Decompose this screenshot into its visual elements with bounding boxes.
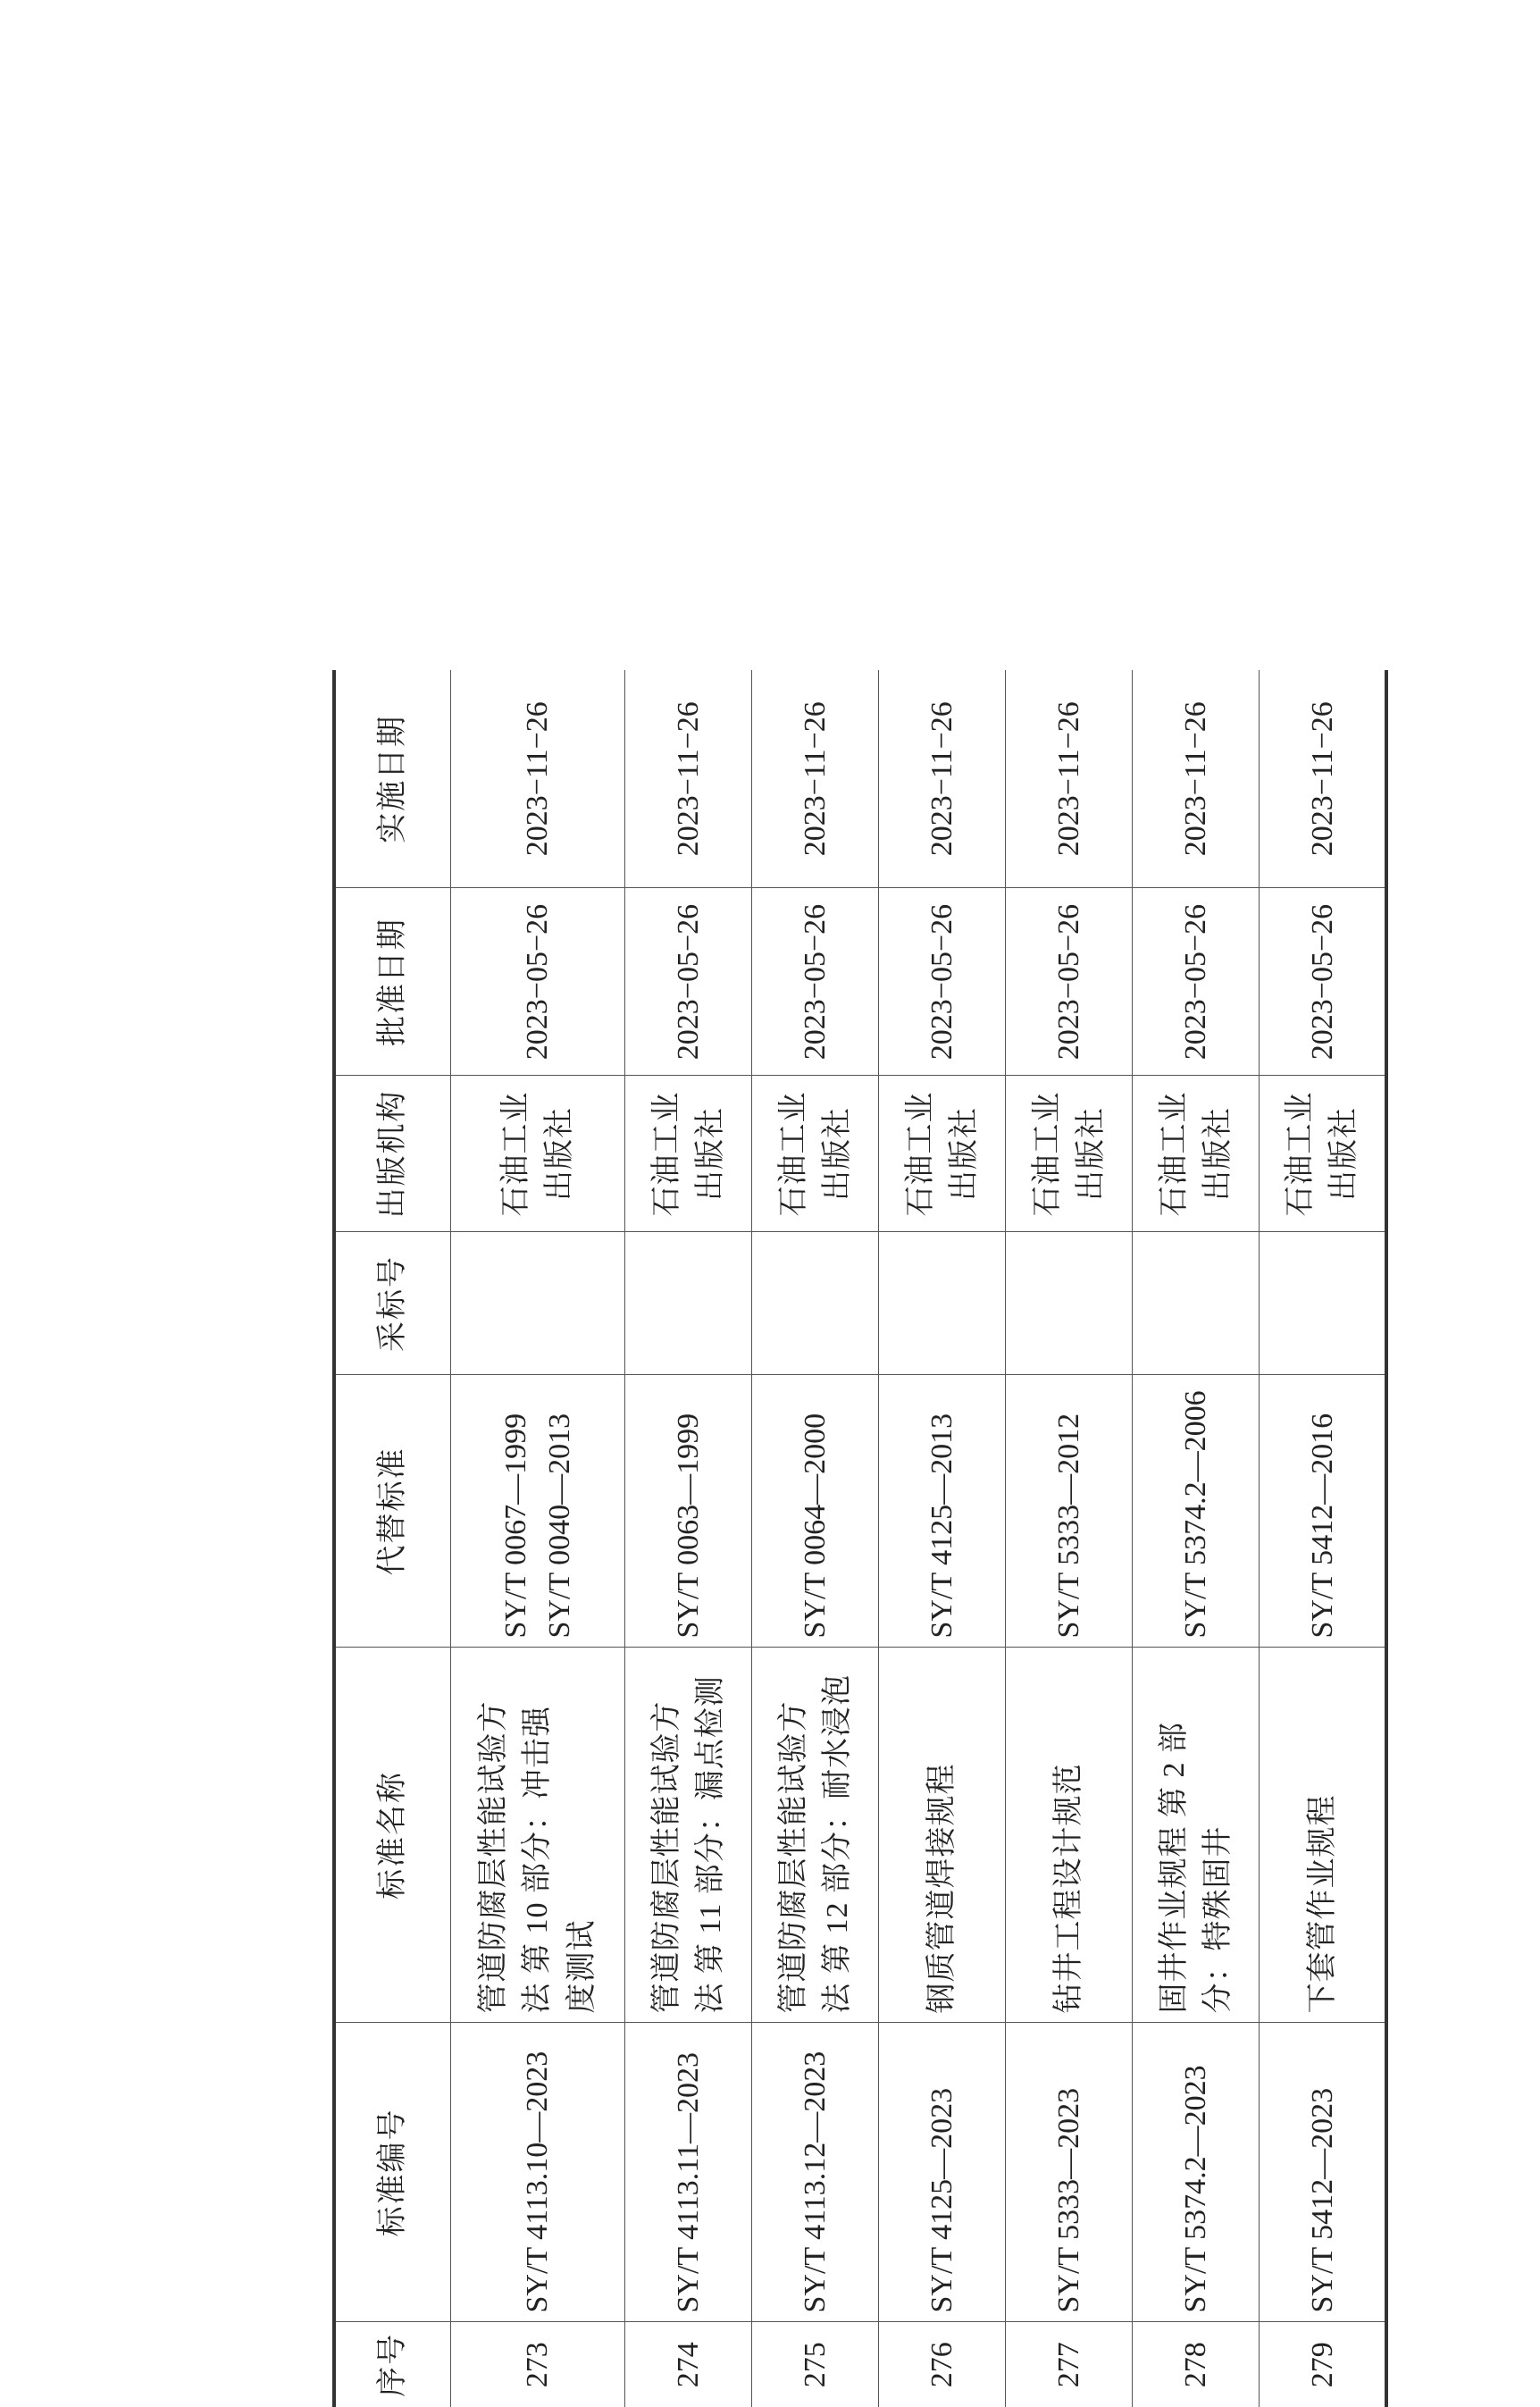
cell-no: 274 bbox=[625, 2322, 752, 2407]
table-row bbox=[625, 670, 752, 2407]
cell-effective-date: 2023−11−26 bbox=[451, 670, 625, 888]
cell-no: 279 bbox=[1260, 2322, 1386, 2407]
cell-name bbox=[625, 1648, 752, 2023]
cell-adopted bbox=[1006, 1232, 1133, 1375]
cell-name-line: 管道防腐层性能试验方 bbox=[776, 1700, 810, 2014]
cell-publisher-line: 出版社 bbox=[947, 1107, 981, 1201]
table-header-row bbox=[334, 670, 451, 2407]
cell-no: 278 bbox=[1133, 2322, 1260, 2407]
cell-code: SY/T 4113.11—2023 bbox=[625, 2023, 752, 2322]
cell-code: SY/T 5333—2023 bbox=[1006, 2023, 1133, 2322]
cell-name-line: 钢质管道焊接规程 bbox=[925, 1763, 959, 2014]
cell-approval-date: 2023−05−26 bbox=[451, 888, 625, 1076]
cell-approval-date: 2023−05−26 bbox=[1133, 888, 1260, 1076]
cell-adopted bbox=[879, 1232, 1006, 1375]
cell-replaced bbox=[752, 1375, 879, 1648]
cell-name bbox=[1133, 1648, 1260, 2023]
cell-publisher-line: 石油工业 bbox=[1283, 1091, 1317, 1217]
cell-name bbox=[752, 1648, 879, 2023]
cell-name-line: 分：特殊固井 bbox=[1201, 1825, 1235, 2014]
table-row bbox=[1133, 670, 1260, 2407]
cell-publisher bbox=[879, 1076, 1006, 1232]
cell-no: 277 bbox=[1006, 2322, 1133, 2407]
cell-publisher-line: 出版社 bbox=[1201, 1107, 1235, 1201]
cell-publisher bbox=[451, 1076, 625, 1232]
cell-publisher bbox=[1133, 1076, 1260, 1232]
cell-effective-date: 2023−11−26 bbox=[752, 670, 879, 888]
cell-name-line: 下套管作业规程 bbox=[1305, 1794, 1339, 2014]
cell-adopted bbox=[625, 1232, 752, 1375]
cell-effective-date: 2023−11−26 bbox=[879, 670, 1006, 888]
cell-code: SY/T 4113.10—2023 bbox=[451, 2023, 625, 2322]
cell-publisher-line: 出版社 bbox=[1327, 1107, 1361, 1201]
cell-approval-date: 2023−05−26 bbox=[1006, 888, 1133, 1076]
cell-publisher-line: 出版社 bbox=[693, 1107, 727, 1201]
cell-adopted bbox=[1260, 1232, 1386, 1375]
table-row bbox=[1260, 670, 1386, 2407]
cell-replaced-line: SY/T 0067—1999 bbox=[498, 1413, 532, 1639]
header-name: 标准名称 bbox=[334, 1648, 451, 2023]
cell-publisher-line: 出版社 bbox=[543, 1107, 577, 1201]
cell-adopted bbox=[1133, 1232, 1260, 1375]
table-row bbox=[451, 670, 625, 2407]
cell-replaced bbox=[451, 1375, 625, 1648]
cell-name bbox=[1006, 1648, 1133, 2023]
cell-replaced-line: SY/T 0063—1999 bbox=[672, 1413, 706, 1639]
cell-adopted bbox=[752, 1232, 879, 1375]
cell-name-line: 度测试 bbox=[565, 1919, 598, 2014]
cell-code: SY/T 4125—2023 bbox=[879, 2023, 1006, 2322]
cell-approval-date: 2023−05−26 bbox=[625, 888, 752, 1076]
cell-publisher bbox=[1260, 1076, 1386, 1232]
cell-name-line: 管道防腐层性能试验方 bbox=[649, 1700, 683, 2014]
header-approval-date: 批准日期 bbox=[334, 888, 451, 1076]
cell-name-line: 法 第 11 部分：漏点检测 bbox=[693, 1675, 727, 2014]
table-row bbox=[879, 670, 1006, 2407]
cell-replaced bbox=[625, 1375, 752, 1648]
cell-name bbox=[451, 1648, 625, 2023]
header-no: 序号 bbox=[334, 2322, 451, 2407]
cell-effective-date: 2023−11−26 bbox=[1260, 670, 1386, 888]
cell-effective-date: 2023−11−26 bbox=[1006, 670, 1133, 888]
cell-approval-date: 2023−05−26 bbox=[752, 888, 879, 1076]
cell-publisher-line: 石油工业 bbox=[1157, 1091, 1191, 1217]
cell-name-line: 法 第 10 部分：冲击强 bbox=[521, 1706, 555, 2014]
cell-name-line: 法 第 12 部分：耐水浸泡 bbox=[820, 1674, 854, 2014]
cell-publisher-line: 石油工业 bbox=[1030, 1091, 1064, 1217]
cell-replaced-line: SY/T 5374.2—2006 bbox=[1179, 1390, 1213, 1639]
table-row bbox=[1006, 670, 1133, 2407]
cell-name bbox=[879, 1648, 1006, 2023]
header-publisher: 出版机构 bbox=[334, 1076, 451, 1232]
cell-code: SY/T 4113.12—2023 bbox=[752, 2023, 879, 2322]
cell-replaced bbox=[1133, 1375, 1260, 1648]
cell-publisher-line: 石油工业 bbox=[649, 1091, 683, 1217]
cell-publisher-line: 石油工业 bbox=[776, 1091, 810, 1217]
cell-code: SY/T 5374.2—2023 bbox=[1133, 2023, 1260, 2322]
cell-publisher-line: 出版社 bbox=[1074, 1107, 1108, 1201]
cell-publisher bbox=[1006, 1076, 1133, 1232]
cell-name-line: 固井作业规程 第 2 部 bbox=[1157, 1722, 1191, 2014]
cell-replaced bbox=[1260, 1375, 1386, 1648]
cell-replaced-line: SY/T 5333—2012 bbox=[1052, 1413, 1086, 1639]
cell-no: 273 bbox=[451, 2322, 625, 2407]
cell-effective-date: 2023−11−26 bbox=[625, 670, 752, 888]
cell-publisher-line: 出版社 bbox=[820, 1107, 854, 1201]
table-row bbox=[752, 670, 879, 2407]
cell-approval-date: 2023−05−26 bbox=[879, 888, 1006, 1076]
cell-replaced-line: SY/T 0040—2013 bbox=[543, 1413, 577, 1639]
cell-name-line: 管道防腐层性能试验方 bbox=[477, 1700, 511, 2014]
header-effective-date: 实施日期 bbox=[334, 670, 451, 888]
cell-publisher-line: 石油工业 bbox=[903, 1091, 937, 1217]
cell-replaced-line: SY/T 4125—2013 bbox=[925, 1413, 959, 1639]
cell-replaced-line: SY/T 5412—2016 bbox=[1305, 1413, 1339, 1639]
cell-no: 276 bbox=[879, 2322, 1006, 2407]
cell-replaced bbox=[1006, 1375, 1133, 1648]
cell-replaced-line: SY/T 0064—2000 bbox=[799, 1413, 833, 1639]
header-code: 标准编号 bbox=[334, 2023, 451, 2322]
cell-no: 275 bbox=[752, 2322, 879, 2407]
header-replaced: 代替标准 bbox=[334, 1375, 451, 1648]
table-body bbox=[451, 670, 1387, 2407]
rotated-table-wrapper bbox=[332, 670, 1388, 2407]
cell-adopted bbox=[451, 1232, 625, 1375]
cell-effective-date: 2023−11−26 bbox=[1133, 670, 1260, 888]
cell-publisher bbox=[752, 1076, 879, 1232]
cell-publisher bbox=[625, 1076, 752, 1232]
cell-replaced bbox=[879, 1375, 1006, 1648]
cell-publisher-line: 石油工业 bbox=[498, 1091, 532, 1217]
cell-name-line: 钻井工程设计规范 bbox=[1052, 1763, 1086, 2014]
cell-code: SY/T 5412—2023 bbox=[1260, 2023, 1386, 2322]
header-adopted: 采标号 bbox=[334, 1232, 451, 1375]
cell-approval-date: 2023−05−26 bbox=[1260, 888, 1386, 1076]
standards-table bbox=[332, 670, 1388, 2407]
cell-name bbox=[1260, 1648, 1386, 2023]
